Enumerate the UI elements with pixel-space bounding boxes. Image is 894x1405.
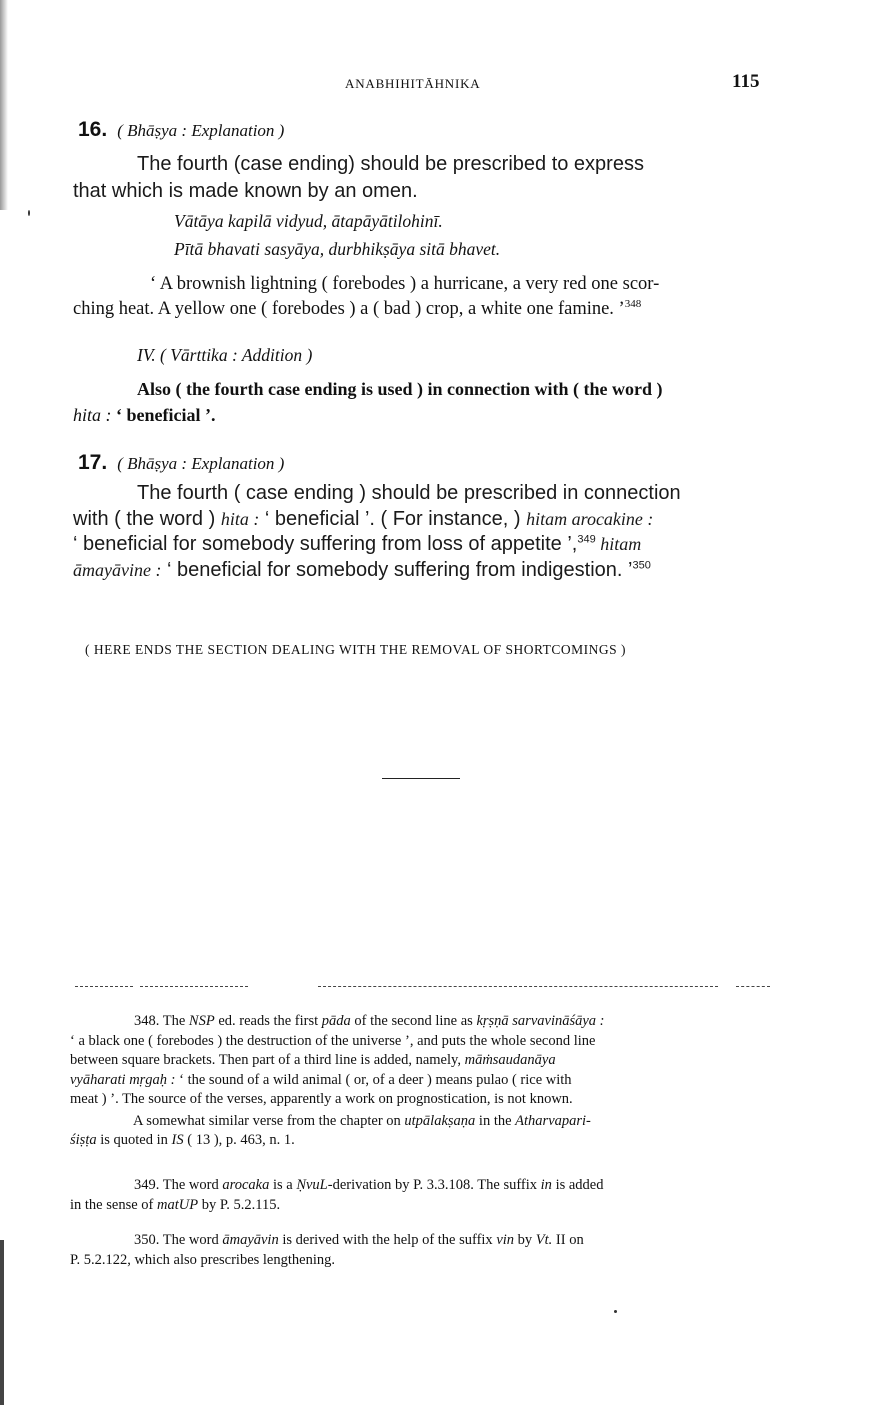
fn350-line-2: P. 5.2.122, which also prescribes lengthening. <box>70 1251 335 1268</box>
fn348-line-5: meat ) ’. The source of the verses, apparently a work on prognostication, is not known. <box>70 1091 573 1107</box>
fn350-amayavin: āmayāvin <box>222 1232 279 1248</box>
fn348-nsp: NSP <box>188 1013 215 1029</box>
fn348-l1-a: 348. The <box>134 1013 189 1029</box>
fn349-nvul: ṆvuL <box>296 1177 328 1193</box>
fn349-in: in <box>540 1177 552 1193</box>
fn348-p2-b: in the <box>475 1112 516 1129</box>
s17-l3-a: ‘ beneficial for somebody suffering from loss of appetite ’, <box>73 533 578 555</box>
footnote-separator-4 <box>736 986 770 987</box>
scan-speck <box>28 210 30 216</box>
section-17-line-4 <box>73 559 651 582</box>
section-17-number: 17. <box>78 451 108 474</box>
fn348-l1-b: ed. reads the first <box>214 1013 322 1029</box>
footnote-ref-350: 350 <box>632 559 651 572</box>
scan-binding-shadow <box>0 0 8 210</box>
section-16-heading <box>78 118 284 142</box>
s17-l2-hitam-arocakine: hitam arocakine : <box>526 509 654 529</box>
section-16-number: 16. <box>78 118 108 141</box>
section-end-note: ( HERE ENDS THE SECTION DEALING WITH THE REMOVAL OF SHORTCOMINGS ) <box>85 642 627 657</box>
footnote-349 <box>70 1176 780 1215</box>
running-header: ANABHIHITĀHNIKA <box>345 76 481 91</box>
fn348-p2-a: A somewhat similar verse from the chapter on <box>133 1112 405 1129</box>
fn348-l3-a: between square brackets. Then part of a third line is added, namely, <box>70 1052 465 1068</box>
verse-line-2: Pītā bhavati sasyāya, durbhikṣāya sitā bhavet. <box>174 239 501 259</box>
footnote-ref-348: 348 <box>624 297 642 310</box>
translation-line-1: ‘ A brownish lightning ( forebodes ) a hurricane, a very red one scor- <box>150 274 660 294</box>
fn348-line-2: ‘ a black one ( forebodes ) the destruction of the universe ’, and puts the whole second line <box>70 1032 596 1049</box>
fn348-para2-line-2 <box>70 1131 780 1151</box>
word-beneficial: ‘ beneficial ’. <box>111 405 216 425</box>
fn348-krsna: kṛṣṇā sarvavināśāya : <box>476 1013 605 1029</box>
translation-line-2-text: ching heat. A yellow one ( forebodes ) a ( bad ) crop, a white one famine. ’ <box>73 299 625 319</box>
footnote-separator-2 <box>140 986 248 987</box>
scan-edge-shadow <box>0 1240 4 1405</box>
footnote-348 <box>70 1012 780 1151</box>
s17-l2-b: ‘ beneficial ’. ( For instance, ) <box>259 508 527 530</box>
fn350-l1-c: by <box>514 1232 536 1248</box>
page-number: 115 <box>732 71 760 92</box>
section-17-line-1: The fourth ( case ending ) should be prescribed in connection <box>137 482 681 504</box>
translation-line-2 <box>73 299 641 320</box>
fn349-line-2 <box>70 1196 780 1216</box>
section-17-title: ( Bhāṣya : Explanation ) <box>117 454 285 473</box>
fn350-vt: Vt. <box>535 1232 553 1248</box>
word-hita: hita : <box>73 405 112 425</box>
fn348-l4-b: ‘ the sound of a wild animal ( or, of a deer ) means pulao ( rice with <box>175 1071 572 1088</box>
s17-l2-a: with ( the word ) <box>73 508 221 530</box>
section-16-title: ( Bhāṣya : Explanation ) <box>117 121 285 140</box>
fn349-l1-c: -derivation by P. 3.3.108. The suffix <box>327 1177 541 1193</box>
fn348-p2l2-c: ( 13 ), p. 463, n. 1. <box>183 1132 295 1148</box>
fn348-sista: śiṣṭa <box>70 1132 97 1148</box>
fn349-l1-a: 349. The word <box>134 1177 223 1193</box>
fn348-atharva: Atharvapari- <box>515 1112 591 1129</box>
fn348-line-4 <box>70 1071 780 1091</box>
fn348-para2-line-1 <box>70 1112 780 1132</box>
fn349-l2-a: in the sense of <box>70 1196 157 1213</box>
fn350-vin: vin <box>496 1232 515 1248</box>
fn348-mamsaudanaya: māṁsaudanāya <box>464 1052 556 1068</box>
fn348-vyaharati: vyāharati mṛgaḥ : <box>70 1071 176 1088</box>
footnote-separator-3 <box>318 986 718 987</box>
footnote-ref-349: 349 <box>577 533 596 546</box>
fn348-l1-c: of the second line as <box>350 1013 477 1029</box>
fn349-l1-d: is added <box>551 1177 604 1193</box>
fn349-arocaka: arocaka <box>222 1177 270 1193</box>
varttika-iv-line-1: Also ( the fourth case ending is used ) in connection with ( the word ) <box>137 379 663 399</box>
fn350-line-1 <box>70 1231 780 1251</box>
fn348-line-1 <box>70 1012 780 1032</box>
section-17-line-2 <box>73 508 653 531</box>
s17-l2-hita: hita : <box>220 509 260 529</box>
footnote-separator-1 <box>75 986 133 987</box>
scan-speck <box>614 1310 617 1313</box>
fn349-l2-b: by P. 5.2.115. <box>198 1196 281 1213</box>
section-16-text-line-2: that which is made known by an omen. <box>73 180 418 202</box>
section-17-heading <box>78 451 284 475</box>
s17-l4-b: ‘ beneficial for somebody suffering from indigestion. ’ <box>161 559 633 581</box>
footnote-350 <box>70 1231 780 1270</box>
fn348-pada: pāda <box>321 1013 351 1029</box>
section-16-text-line-1: The fourth (case ending) should be prescribed to express <box>137 153 644 175</box>
fn350-l1-a: 350. The word <box>134 1232 223 1248</box>
fn348-is: IS <box>171 1132 184 1148</box>
fn348-utpalaksana: utpālakṣaṇa <box>404 1112 476 1129</box>
fn348-line-3 <box>70 1051 780 1071</box>
fn348-p2l2-b: is quoted in <box>96 1132 172 1148</box>
verse-line-1: Vātāya kapilā vidyud, ātapāyātilohinī. <box>174 211 443 231</box>
varttika-iv-line-2 <box>73 405 215 426</box>
varttika-iv-heading: IV. ( Vārttika : Addition ) <box>137 345 313 365</box>
fn349-l1-b: is a <box>269 1177 297 1193</box>
fn349-line-1 <box>70 1176 780 1196</box>
section-divider-rule <box>382 778 460 779</box>
s17-l4-amayavine: āmayāvine : <box>73 560 162 580</box>
fn349-matup: matUP <box>156 1196 199 1213</box>
fn350-l1-b: is derived with the help of the suffix <box>278 1232 497 1248</box>
section-17-line-3 <box>73 533 641 556</box>
fn350-l1-d: II on <box>552 1232 584 1248</box>
s17-l3-hitam: hitam <box>595 534 642 554</box>
